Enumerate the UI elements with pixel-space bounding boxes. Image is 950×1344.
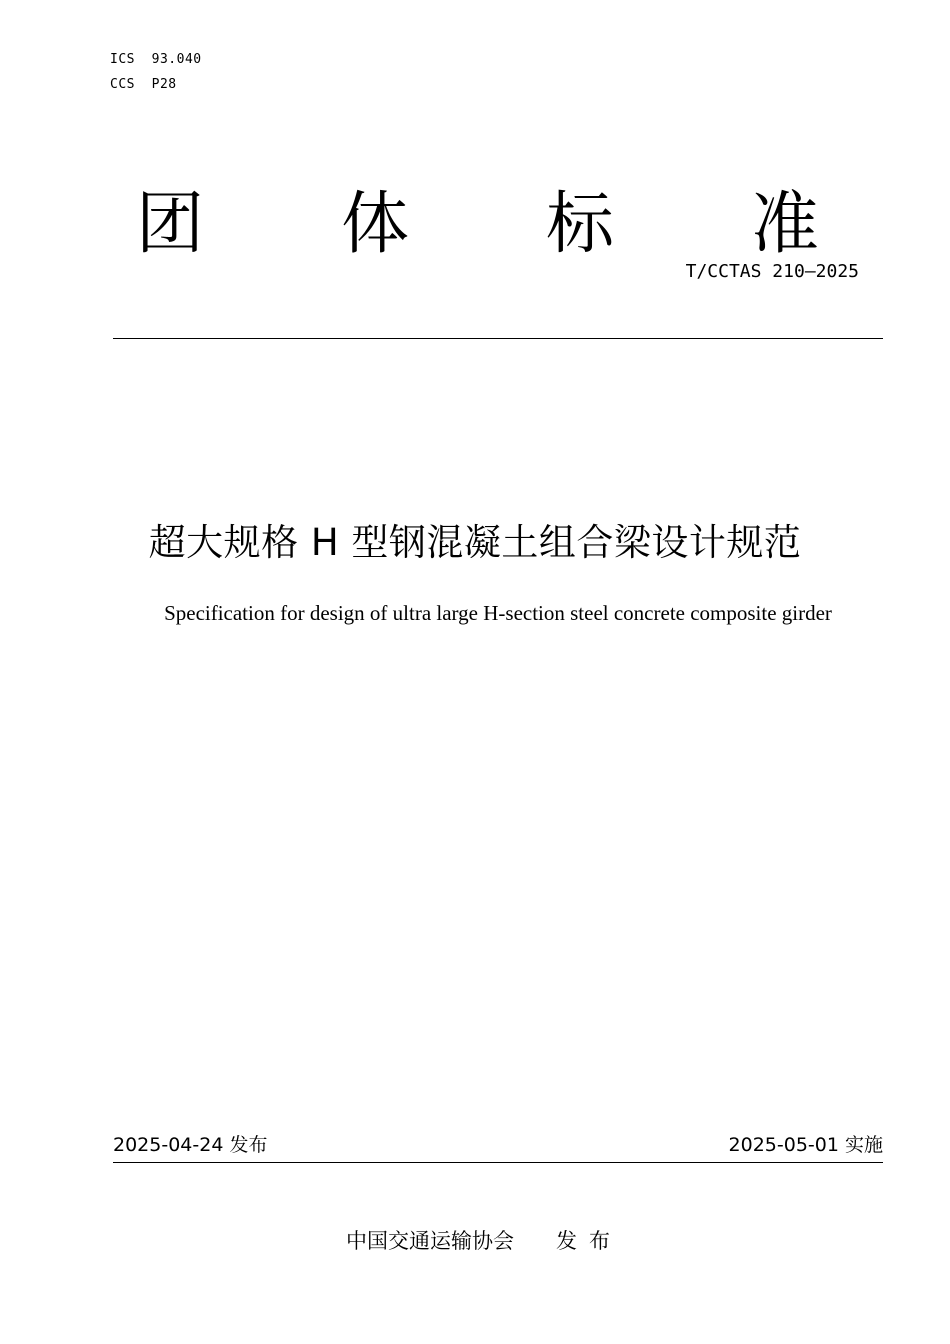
ccs-code: CCS P28 [110,77,177,92]
title-english: Specification for design of ultra large H-section steel concrete composite girder [164,601,832,625]
standard-type-heading [0,180,950,270]
standard-type-char-3: 标 [546,185,615,264]
classification-codes [110,47,202,97]
publisher-line [346,1225,622,1257]
standard-type-char-2: 体 [341,185,410,264]
standard-number: T/CCTAS 210—2025 [685,261,859,282]
bottom-divider [113,1162,883,1163]
implementation-date: 2025-05-01 实施 [728,1134,883,1156]
publisher-organization: 中国交通运输协会 [346,1229,514,1253]
standard-type-char-4: 准 [751,185,820,264]
top-divider [113,338,883,339]
release-date: 2025-04-24 发布 [113,1134,268,1156]
standard-type-char-1: 团 [136,185,205,264]
ics-code: ICS 93.040 [110,52,202,67]
title-chinese: 超大规格 H 型钢混凝土组合梁设计规范 [148,521,802,564]
publisher-action: 发布 [556,1229,622,1253]
